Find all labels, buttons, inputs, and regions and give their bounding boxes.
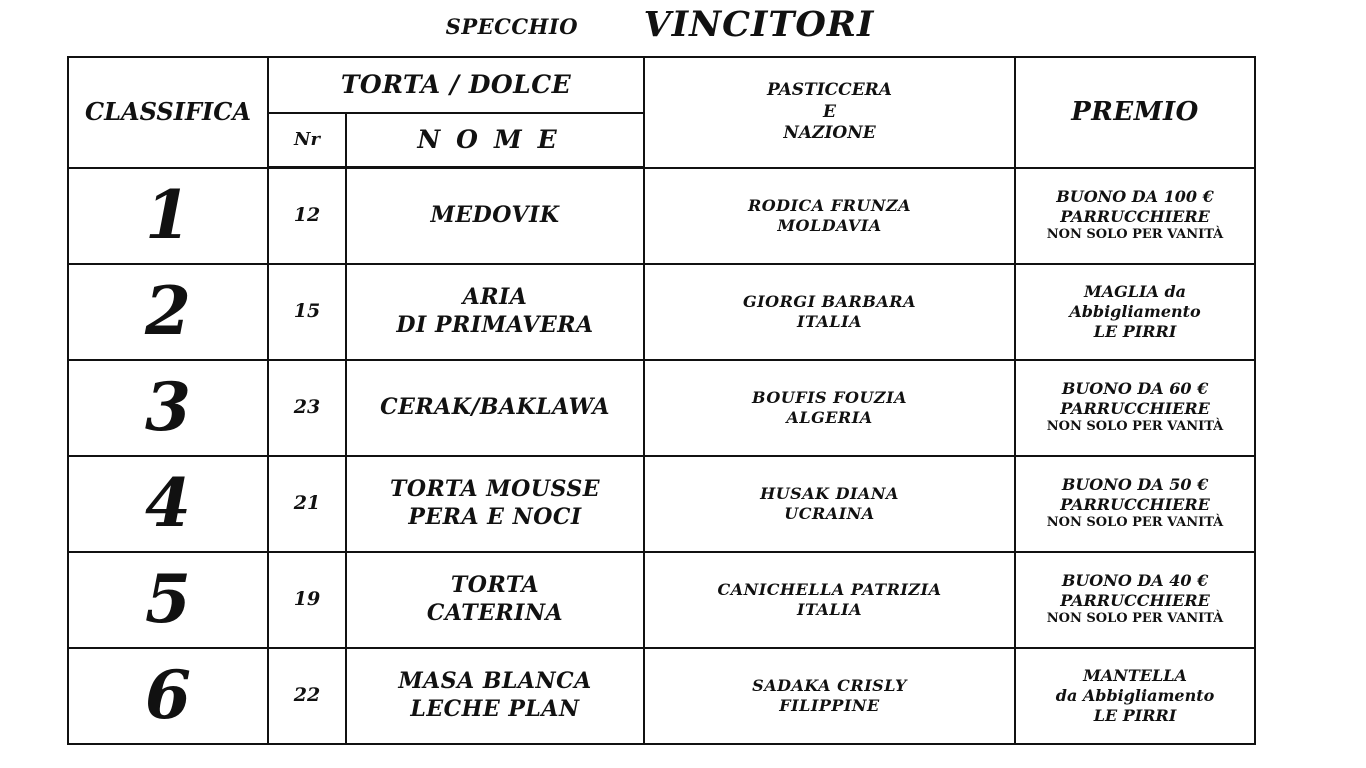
cake-name-line: CERAK/BAKLAWA [380, 393, 610, 420]
baker-nation: ITALIA [796, 599, 863, 619]
cake-name-line: LECHE PLAN [410, 695, 580, 722]
prize-line: LE PIRRI [1093, 705, 1177, 725]
prize-line: BUONO DA 60 € [1061, 379, 1209, 399]
prize-line: MAGLIA da [1083, 281, 1187, 301]
header-classifica: CLASSIFICA [68, 57, 268, 168]
rank-cell: 5 [68, 552, 268, 648]
prize-cell [1015, 264, 1255, 360]
prize-line: PARRUCCHIERE [1060, 495, 1210, 515]
entry-number-cell: 22 [268, 648, 346, 744]
cake-name-cell [346, 456, 644, 552]
entry-number-cell: 23 [268, 360, 346, 456]
title-vincitori: VINCITORI [643, 4, 875, 45]
rank-cell: 4 [68, 456, 268, 552]
header-pasticcera-line1: PASTICCERA [767, 80, 892, 101]
cake-name-line: TORTA MOUSSE [389, 476, 601, 502]
prize-cell [1015, 552, 1255, 648]
rank-cell: 2 [68, 264, 268, 360]
table-row [68, 360, 1255, 456]
cake-name-cell [346, 648, 644, 744]
prize-line: PARRUCCHIERE [1060, 591, 1210, 611]
cake-name-cell [346, 360, 644, 456]
baker-nation-cell [644, 456, 1015, 552]
prize-line: LE PIRRI [1093, 321, 1177, 341]
header-nr: Nr [268, 113, 346, 168]
entry-number-cell: 19 [268, 552, 346, 648]
baker-nation-cell [644, 168, 1015, 264]
document-title [0, 4, 1320, 45]
title-specchio: SPECCHIO [445, 14, 579, 39]
baker-name: RODICA FRUNZA [747, 195, 912, 215]
baker-nation: ALGERIA [786, 407, 873, 427]
cake-name-line: CATERINA [426, 599, 564, 626]
cake-name-line: MASA BLANCA [398, 668, 592, 694]
cake-name-line: DI PRIMAVERA [396, 311, 594, 338]
table-row [68, 552, 1255, 648]
cake-name-cell [346, 168, 644, 264]
baker-nation: MOLDAVIA [777, 215, 882, 235]
entry-number-cell: 21 [268, 456, 346, 552]
header-nome: NOME [346, 113, 644, 168]
winners-rows [68, 168, 1255, 744]
header-premio: PREMIO [1015, 57, 1255, 168]
header-pasticcera-line2: E [823, 101, 836, 122]
cake-name-cell [346, 552, 644, 648]
prize-line: BUONO DA 40 € [1061, 571, 1209, 591]
baker-nation-cell [644, 552, 1015, 648]
baker-nation: FILIPPINE [779, 695, 880, 715]
cake-name-line: MEDOVIK [430, 202, 560, 228]
prize-line: PARRUCCHIERE [1060, 207, 1210, 227]
prize-line: NON SOLO PER VANITÀ [1046, 227, 1224, 243]
cake-name-line: PERA E NOCI [408, 503, 582, 530]
prize-line: da Abbigliamento [1055, 685, 1215, 705]
baker-nation-cell [644, 648, 1015, 744]
baker-name: BOUFIS FOUZIA [752, 387, 908, 407]
baker-nation-cell [644, 360, 1015, 456]
baker-nation: UCRAINA [784, 503, 875, 523]
prize-line: NON SOLO PER VANITÀ [1046, 611, 1224, 627]
entry-number-cell: 15 [268, 264, 346, 360]
baker-nation-cell [644, 264, 1015, 360]
header-pasticcera [644, 57, 1015, 168]
baker-name: SADAKA CRISLY [752, 675, 907, 695]
prize-line: BUONO DA 50 € [1061, 475, 1209, 495]
rank-cell: 3 [68, 360, 268, 456]
prize-cell [1015, 456, 1255, 552]
winners-table [67, 56, 1256, 745]
cake-name-cell [346, 264, 644, 360]
baker-name: CANICHELLA PATRIZIA [717, 579, 942, 599]
prize-line: PARRUCCHIERE [1060, 399, 1210, 419]
prize-line: MANTELLA [1083, 665, 1187, 685]
prize-line: NON SOLO PER VANITÀ [1046, 419, 1224, 435]
baker-name: GIORGI BARBARA [743, 291, 916, 311]
prize-cell [1015, 360, 1255, 456]
table-row [68, 648, 1255, 744]
prize-line: NON SOLO PER VANITÀ [1046, 515, 1224, 531]
rank-cell: 1 [68, 168, 268, 264]
header-pasticcera-line3: NAZIONE [783, 122, 876, 143]
baker-name: HUSAK DIANA [760, 483, 899, 503]
cake-name-line: ARIA [462, 284, 528, 310]
baker-nation: ITALIA [796, 311, 863, 331]
table-row [68, 168, 1255, 264]
rank-cell: 6 [68, 648, 268, 744]
prize-line: BUONO DA 100 € [1056, 187, 1214, 207]
cake-name-line: TORTA [450, 572, 540, 598]
entry-number-cell: 12 [268, 168, 346, 264]
prize-line: Abbigliamento [1069, 301, 1201, 321]
header-torta-dolce: TORTA / DOLCE [268, 57, 644, 113]
table-row [68, 456, 1255, 552]
prize-cell [1015, 648, 1255, 744]
prize-cell [1015, 168, 1255, 264]
table-row [68, 264, 1255, 360]
